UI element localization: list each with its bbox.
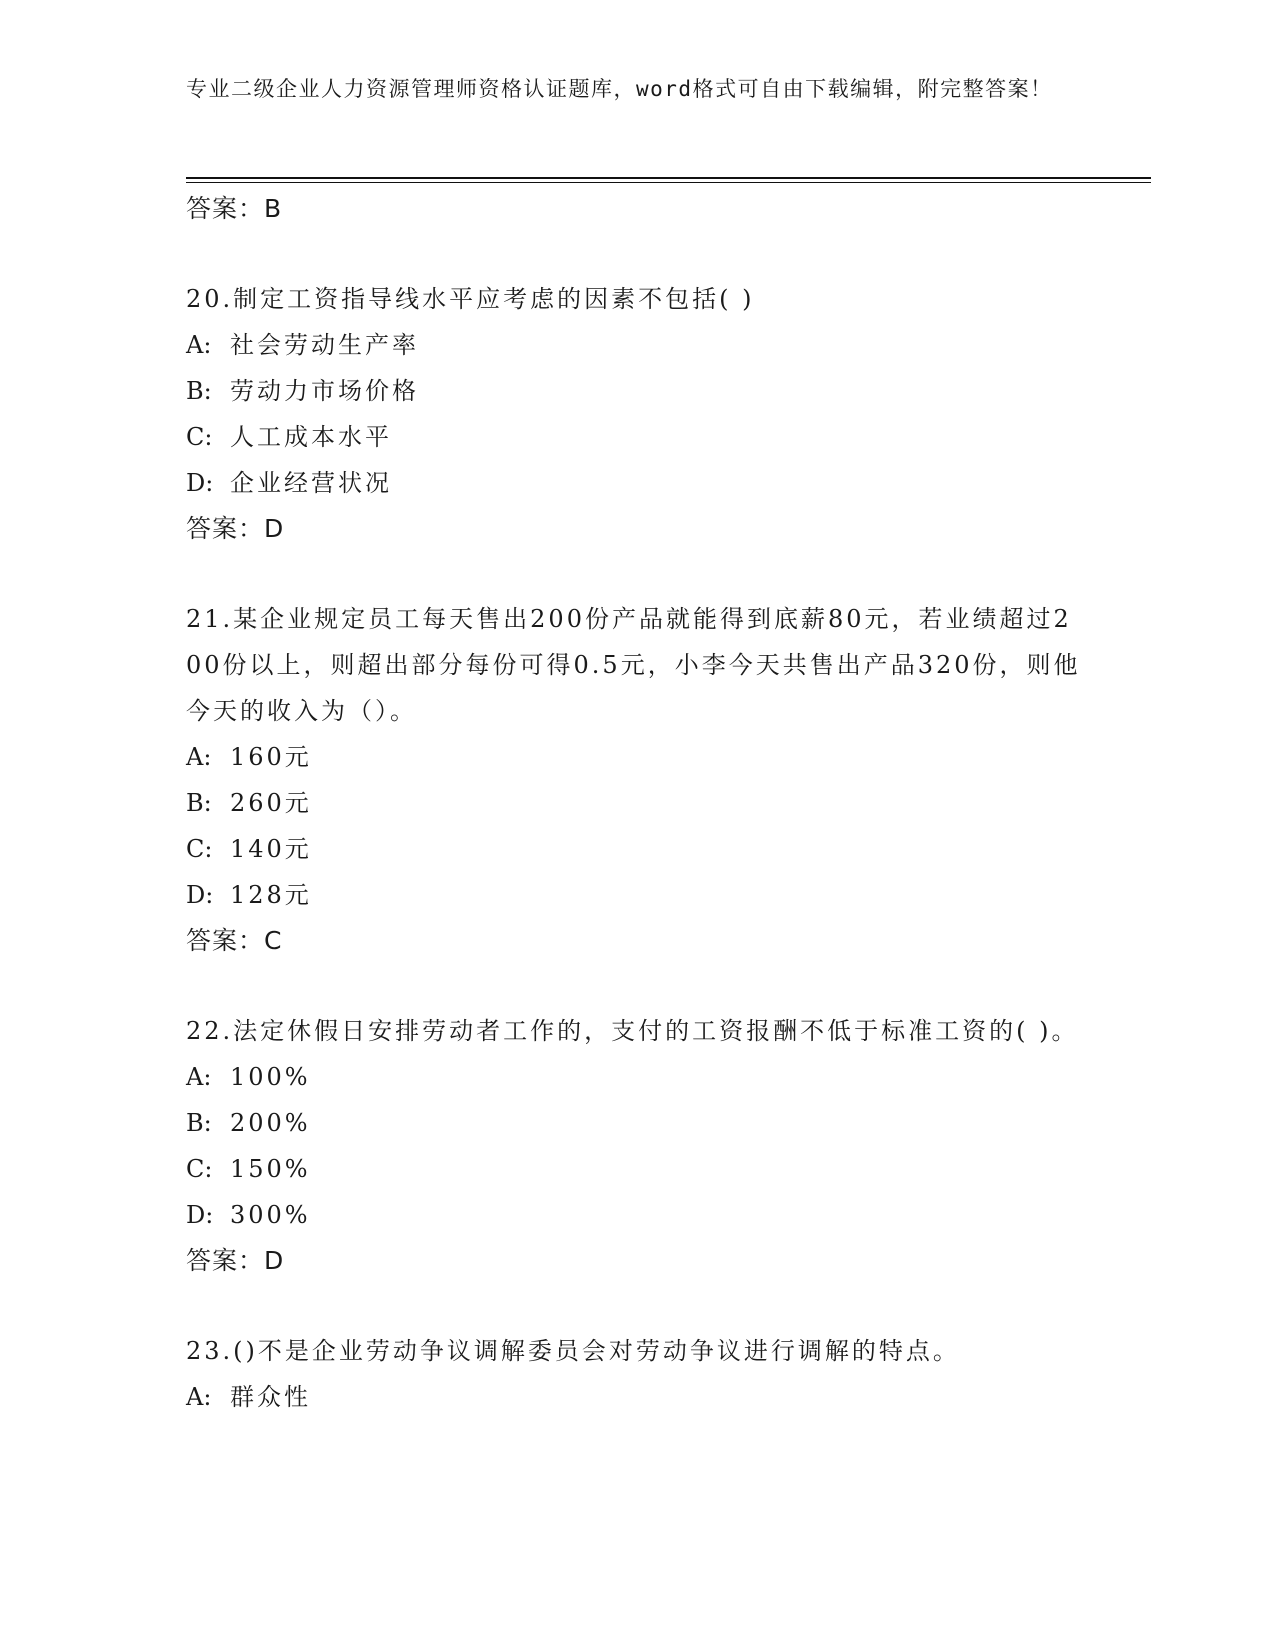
- option-d: [186, 872, 1086, 918]
- question-22: [186, 1008, 1086, 1284]
- question-stem: 23.()不是企业劳动争议调解委员会对劳动争议进行调解的特点。: [186, 1337, 960, 1365]
- question-20: [186, 276, 1086, 552]
- option-text: 128元: [230, 881, 312, 909]
- answer-line: 答案：C: [186, 926, 283, 955]
- option-b: [186, 780, 1086, 826]
- header-rule-thick: [186, 177, 1151, 179]
- question-23: [186, 1328, 1086, 1420]
- header-rule-thin: [186, 182, 1151, 183]
- option-text: 群众性: [230, 1383, 311, 1411]
- question-stem: 21.某企业规定员工每天售出200份产品就能得到底薪80元，若业绩超过200份以上，则超出部分每份可得0.5元，小李今天共售出产品320份，则他今天的收入为（）。: [186, 605, 1081, 725]
- option-label: A:: [186, 1383, 212, 1411]
- option-text: 社会劳动生产率: [230, 331, 419, 359]
- answer-line: 答案：B: [186, 194, 283, 223]
- option-text: 150%: [230, 1155, 311, 1183]
- option-d: [186, 460, 1086, 506]
- option-label: B:: [186, 789, 212, 817]
- option-c: [186, 1146, 1086, 1192]
- option-a: [186, 734, 1086, 780]
- option-label: D:: [186, 469, 214, 497]
- option-label: A:: [186, 743, 212, 771]
- question-stem: 22.法定休假日安排劳动者工作的，支付的工资报酬不低于标准工资的( )。: [186, 1017, 1079, 1045]
- option-label: A:: [186, 331, 212, 359]
- option-b: [186, 1100, 1086, 1146]
- option-label: B:: [186, 1109, 212, 1137]
- option-text: 劳动力市场价格: [230, 377, 419, 405]
- option-a: [186, 322, 1086, 368]
- option-text: 100%: [230, 1063, 311, 1091]
- option-label: D:: [186, 1201, 214, 1229]
- option-label: D:: [186, 881, 214, 909]
- option-text: 260元: [230, 789, 312, 817]
- option-b: [186, 368, 1086, 414]
- question-list: [186, 186, 1086, 1420]
- option-text: 人工成本水平: [230, 423, 392, 451]
- option-text: 300%: [230, 1201, 311, 1229]
- option-label: B:: [186, 377, 212, 405]
- question-21: [186, 596, 1086, 964]
- option-d: [186, 1192, 1086, 1238]
- option-label: C:: [186, 1155, 213, 1183]
- option-a: [186, 1054, 1086, 1100]
- option-text: 200%: [230, 1109, 311, 1137]
- option-text: 140元: [230, 835, 312, 863]
- option-text: 160元: [230, 743, 312, 771]
- option-label: C:: [186, 423, 213, 451]
- option-label: A:: [186, 1063, 212, 1091]
- option-c: [186, 414, 1086, 460]
- page-header: 专业二级企业人力资源管理师资格认证题库，word格式可自由下载编辑，附完整答案！: [186, 77, 1053, 101]
- answer-line: 答案：D: [186, 514, 285, 543]
- option-c: [186, 826, 1086, 872]
- option-a: [186, 1374, 1086, 1420]
- option-text: 企业经营状况: [230, 469, 392, 497]
- question-stem: 20.制定工资指导线水平应考虑的因素不包括( ): [186, 285, 755, 313]
- option-label: C:: [186, 835, 213, 863]
- answer-line: 答案：D: [186, 1246, 285, 1275]
